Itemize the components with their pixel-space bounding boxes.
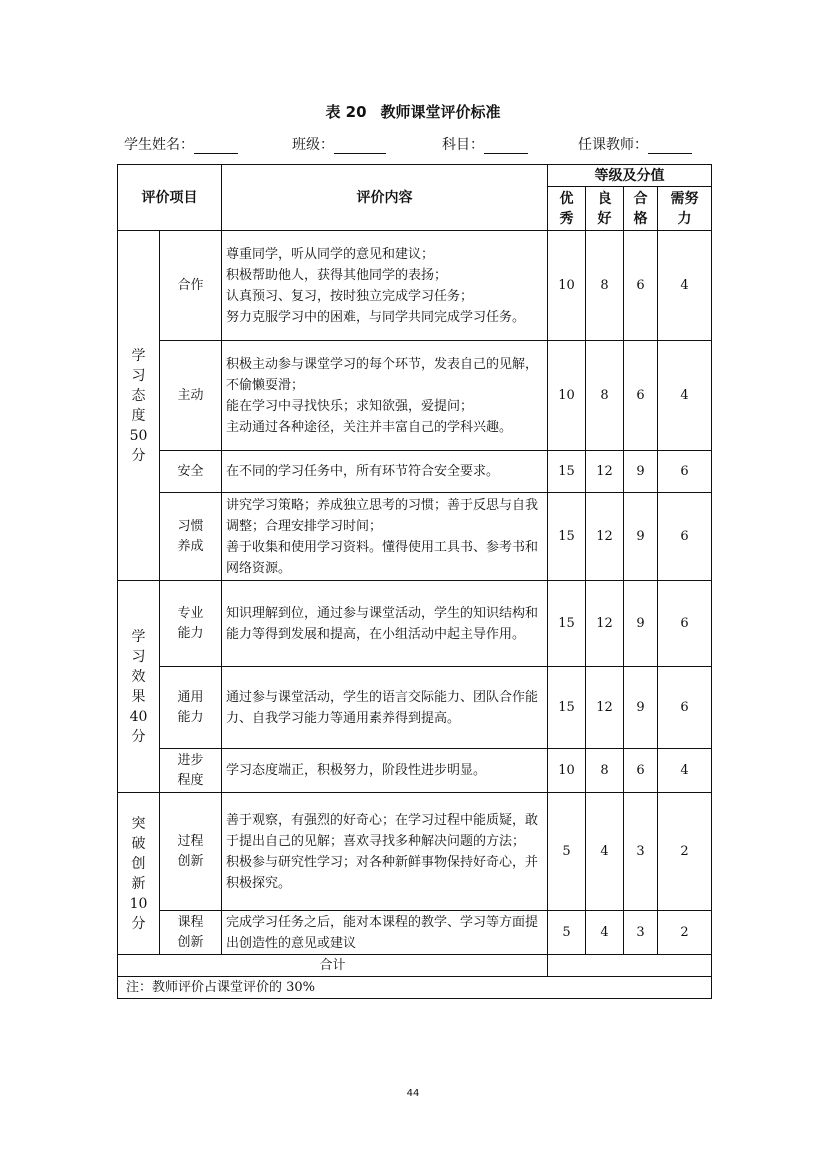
category-effect: 学习效果40分 [118,581,160,793]
content-professional-ability: 知识理解到位，通过参与课堂活动，学生的知识结构和能力等得到发展和提高，在小组活动中起主导作用。 [222,581,548,667]
score-needs-effort: 2 [658,911,712,955]
header-grade-group: 等级及分值 [548,165,712,187]
score-good: 8 [586,231,624,341]
score-good: 4 [586,793,624,911]
header-grade-excellent: 优秀 [548,187,586,231]
score-excellent: 5 [548,911,586,955]
header-grade-needs-effort: 需努力 [658,187,712,231]
content-initiative: 积极主动参与课堂学习的每个环节，发表自己的见解，不偷懒耍滑； 能在学习中寻找快乐；求知欲强，爱提问； 主动通过各种途径，关注并丰富自己的学科兴趣。 [222,341,548,451]
content-progress: 学习态度端正，积极努力，阶段性进步明显。 [222,749,548,793]
score-needs-effort: 2 [658,793,712,911]
item-process-innovation: 过程创新 [160,793,222,911]
score-good: 12 [586,493,624,581]
score-pass: 6 [624,749,658,793]
content-habit-formation: 讲究学习策略；养成独立思考的习惯；善于反思与自我调整；合理安排学习时间； 善于收集和使用学习资料。懂得使用工具书、参考书和网络资源。 [222,493,548,581]
item-cooperation: 合作 [160,231,222,341]
page-number: 44 [406,1088,420,1099]
content-process-innovation: 善于观察，有强烈的好奇心；在学习过程中能质疑，敢于提出自己的见解；喜欢寻找多种解决问题的方法； 积极参与研究性学习；对各种新鲜事物保持好奇心，并积极探究。 [222,793,548,911]
score-excellent: 5 [548,793,586,911]
score-pass: 9 [624,451,658,493]
table-number: 表 20 [325,103,367,121]
content-general-ability: 通过参与课堂活动，学生的语言交际能力、团队合作能力、自我学习能力等通用素养得到提高。 [222,667,548,749]
score-needs-effort: 6 [658,451,712,493]
score-good: 4 [586,911,624,955]
item-progress: 进步程度 [160,749,222,793]
item-habit-formation: 习惯养成 [160,493,222,581]
header-grade-pass: 合格 [624,187,658,231]
header-content: 评价内容 [222,165,548,231]
content-cooperation: 尊重同学，听从同学的意见和建议； 积极帮助他人，获得其他同学的表扬； 认真预习、复习，按时独立完成学习任务； 努力克服学习中的困难，与同学共同完成学习任务。 [222,231,548,341]
score-excellent: 10 [548,341,586,451]
evaluation-table [117,164,712,999]
score-good: 12 [586,451,624,493]
total-value [548,955,712,977]
score-good: 12 [586,581,624,667]
subject-label: 科目： [442,137,484,153]
teacher-field [578,134,692,154]
score-excellent: 10 [548,231,586,341]
score-good: 8 [586,341,624,451]
student-name-field [124,134,238,154]
score-pass: 9 [624,493,658,581]
score-excellent: 15 [548,493,586,581]
score-needs-effort: 6 [658,493,712,581]
score-needs-effort: 6 [658,667,712,749]
score-needs-effort: 4 [658,749,712,793]
item-initiative: 主动 [160,341,222,451]
content-course-innovation: 完成学习任务之后，能对本课程的教学、学习等方面提出创造性的意见或建议 [222,911,548,955]
class-field [292,134,386,154]
score-pass: 9 [624,581,658,667]
score-excellent: 15 [548,451,586,493]
header-item: 评价项目 [118,165,222,231]
score-good: 8 [586,749,624,793]
item-safety: 安全 [160,451,222,493]
student-name-blank [194,139,238,154]
category-innovation: 突破创新10分 [118,793,160,955]
table-title-text: 教师课堂评价标准 [380,103,501,121]
item-professional-ability: 专业能力 [160,581,222,667]
class-blank [334,139,386,154]
subject-blank [484,139,528,154]
score-good: 12 [586,667,624,749]
item-course-innovation: 课程创新 [160,911,222,955]
category-attitude: 学习态度50分 [118,231,160,581]
content-safety: 在不同的学习任务中，所有环节符合安全要求。 [222,451,548,493]
score-pass: 3 [624,911,658,955]
score-pass: 6 [624,231,658,341]
score-excellent: 10 [548,749,586,793]
class-label: 班级： [292,137,334,153]
score-pass: 9 [624,667,658,749]
score-excellent: 15 [548,667,586,749]
score-needs-effort: 4 [658,341,712,451]
score-needs-effort: 6 [658,581,712,667]
info-line [124,134,706,154]
score-excellent: 15 [548,581,586,667]
score-pass: 6 [624,341,658,451]
subject-field [442,134,528,154]
total-label: 合计 [118,955,548,977]
item-general-ability: 通用能力 [160,667,222,749]
note: 注：教师评价占课堂评价的 30% [118,977,712,999]
table-title [0,101,826,122]
teacher-label: 任课教师： [578,137,648,153]
score-needs-effort: 4 [658,231,712,341]
header-grade-good: 良好 [586,187,624,231]
score-pass: 3 [624,793,658,911]
teacher-blank [648,139,692,154]
student-name-label: 学生姓名： [124,137,194,153]
